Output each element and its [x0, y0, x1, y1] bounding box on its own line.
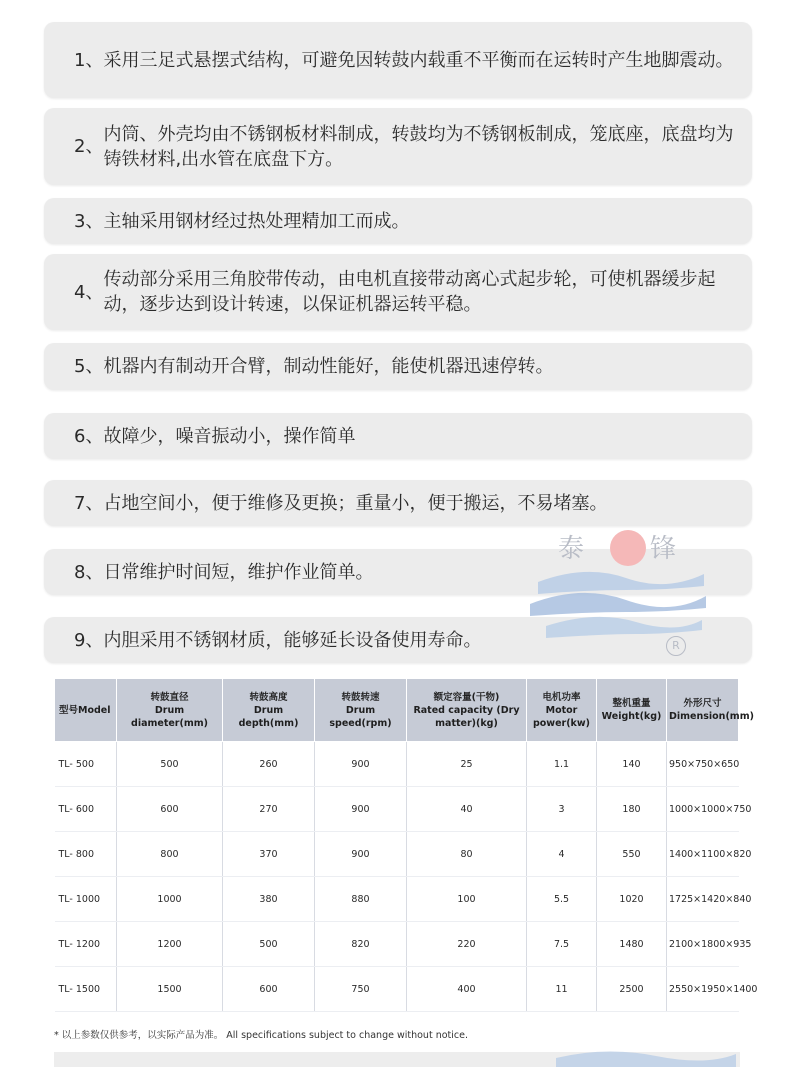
feature-text: 占地空间小，便于维修及更换；重量小，便于搬运，不易堵塞。: [103, 492, 608, 514]
feature-item-6: [44, 413, 752, 459]
cell-dimension: 1000×1000×750: [667, 787, 739, 832]
feature-item-5: [44, 343, 752, 390]
cell-weight: 1480: [597, 922, 667, 967]
cell-depth: 370: [223, 832, 315, 877]
cell-weight: 140: [597, 742, 667, 787]
cell-speed: 750: [315, 967, 407, 1012]
logo-char-tai: 泰: [558, 534, 585, 564]
cell-depth: 500: [223, 922, 315, 967]
cell-model: TL- 1500: [55, 967, 117, 1012]
cell-diameter: 1000: [117, 877, 223, 922]
col-header-depth: 转鼓高度 Drum depth(mm): [223, 679, 315, 742]
cell-power: 4: [527, 832, 597, 877]
cell-speed: 880: [315, 877, 407, 922]
cell-depth: 600: [223, 967, 315, 1012]
cell-capacity: 25: [407, 742, 527, 787]
feature-text: 日常维护时间短，维护作业简单。: [103, 561, 374, 583]
col-header-diameter: 转鼓直径 Drum diameter(mm): [117, 679, 223, 742]
cell-speed: 900: [315, 787, 407, 832]
cell-speed: 900: [315, 832, 407, 877]
feature-item-4: [44, 254, 752, 330]
cell-power: 1.1: [527, 742, 597, 787]
feature-number: 5、: [74, 356, 104, 377]
col-header-weight: 整机重量 Weight(kg): [597, 679, 667, 742]
spec-table: [54, 678, 758, 1012]
cell-capacity: 220: [407, 922, 527, 967]
feature-number: 3、: [74, 210, 104, 232]
brand-logo-watermark: [526, 528, 706, 656]
cell-power: 3: [527, 787, 597, 832]
cell-dimension: 950×750×650: [667, 742, 739, 787]
table-row: [55, 877, 739, 922]
cell-weight: 1020: [597, 877, 667, 922]
table-row: [55, 742, 739, 787]
cell-diameter: 500: [117, 742, 223, 787]
cell-model: TL- 1000: [55, 877, 117, 922]
feature-number: 6、: [74, 425, 104, 447]
table-header-row: [55, 679, 739, 742]
feature-item-7: [44, 480, 752, 526]
col-header-dimension: 外形尺寸 Dimension(mm): [667, 679, 739, 742]
cell-depth: 270: [223, 787, 315, 832]
cell-diameter: 800: [117, 832, 223, 877]
cell-capacity: 80: [407, 832, 527, 877]
cell-depth: 380: [223, 877, 315, 922]
col-header-capacity: 额定容量(干物) Rated capacity (Dry matter)(kg): [407, 679, 527, 742]
feature-number: 2、: [74, 136, 104, 157]
table-row: [55, 787, 739, 832]
cell-model: TL- 1200: [55, 922, 117, 967]
cell-power: 7.5: [527, 922, 597, 967]
cell-dimension: 2100×1800×935: [667, 922, 739, 967]
cell-diameter: 1500: [117, 967, 223, 1012]
feature-number: 7、: [74, 492, 104, 514]
cell-diameter: 1200: [117, 922, 223, 967]
cell-dimension: 1725×1420×840: [667, 877, 739, 922]
cell-weight: 2500: [597, 967, 667, 1012]
cell-capacity: 400: [407, 967, 527, 1012]
cell-speed: 900: [315, 742, 407, 787]
feature-text: 机器内有制动开合臂，制动性能好，能使机器迅速停转。: [103, 356, 554, 377]
feature-text: 内胆采用不锈钢材质，能够延长设备使用寿命。: [103, 629, 482, 651]
feature-text: 主轴采用钢材经过热处理精加工而成。: [103, 210, 410, 232]
feature-text: 故障少，噪音振动小，操作简单: [103, 425, 356, 447]
feature-number: 8、: [74, 561, 104, 583]
col-header-speed: 转鼓转速 Drum speed(rpm): [315, 679, 407, 742]
cell-capacity: 100: [407, 877, 527, 922]
feature-text: 采用三足式悬摆式结构，可避免因转鼓内载重不平衡而在运转时产生地脚震动。: [103, 49, 734, 71]
feature-text: 内筒、外壳均由不锈钢板材料制成，转鼓均为不锈钢板制成，笼底座，底盘均为铸铁材料,出水管在底盘下方。: [103, 123, 734, 170]
logo-wave-icon: [526, 564, 706, 644]
cell-depth: 260: [223, 742, 315, 787]
feature-number: 9、: [74, 629, 104, 651]
feature-number: 4、: [74, 281, 104, 303]
feature-text: 传动部分采用三角胶带传动，由电机直接带动离心式起步轮，可使机器缓步起动，逐步达到设计转速，以保证机器运转平稳。: [103, 269, 716, 315]
cell-weight: 180: [597, 787, 667, 832]
logo-sun-icon: [610, 530, 646, 566]
cell-dimension: 1400×1100×820: [667, 832, 739, 877]
table-row: [55, 922, 739, 967]
footer-wave-icon: [556, 1046, 736, 1067]
feature-item-1: [44, 22, 752, 98]
table-row: [55, 967, 739, 1012]
cell-weight: 550: [597, 832, 667, 877]
cell-power: 11: [527, 967, 597, 1012]
feature-item-3: [44, 198, 752, 244]
cell-diameter: 600: [117, 787, 223, 832]
cell-model: TL- 600: [55, 787, 117, 832]
feature-number: 1、: [74, 49, 104, 71]
cell-speed: 820: [315, 922, 407, 967]
table-row: [55, 832, 739, 877]
cell-capacity: 40: [407, 787, 527, 832]
cell-model: TL- 500: [55, 742, 117, 787]
logo-char-feng: 锋: [650, 534, 677, 564]
spec-table-container: [54, 678, 758, 1012]
col-header-model: 型号Model: [55, 679, 117, 742]
spec-disclaimer-note: * 以上参数仅供参考，以实际产品为准。 All specifications subject to change without notice.: [54, 1030, 468, 1041]
cell-model: TL- 800: [55, 832, 117, 877]
cell-dimension: 2550×1950×1400: [667, 967, 739, 1012]
cell-power: 5.5: [527, 877, 597, 922]
col-header-power: 电机功率 Motor power(kw): [527, 679, 597, 742]
feature-item-2: [44, 108, 752, 185]
registered-mark-icon: R: [666, 636, 686, 656]
